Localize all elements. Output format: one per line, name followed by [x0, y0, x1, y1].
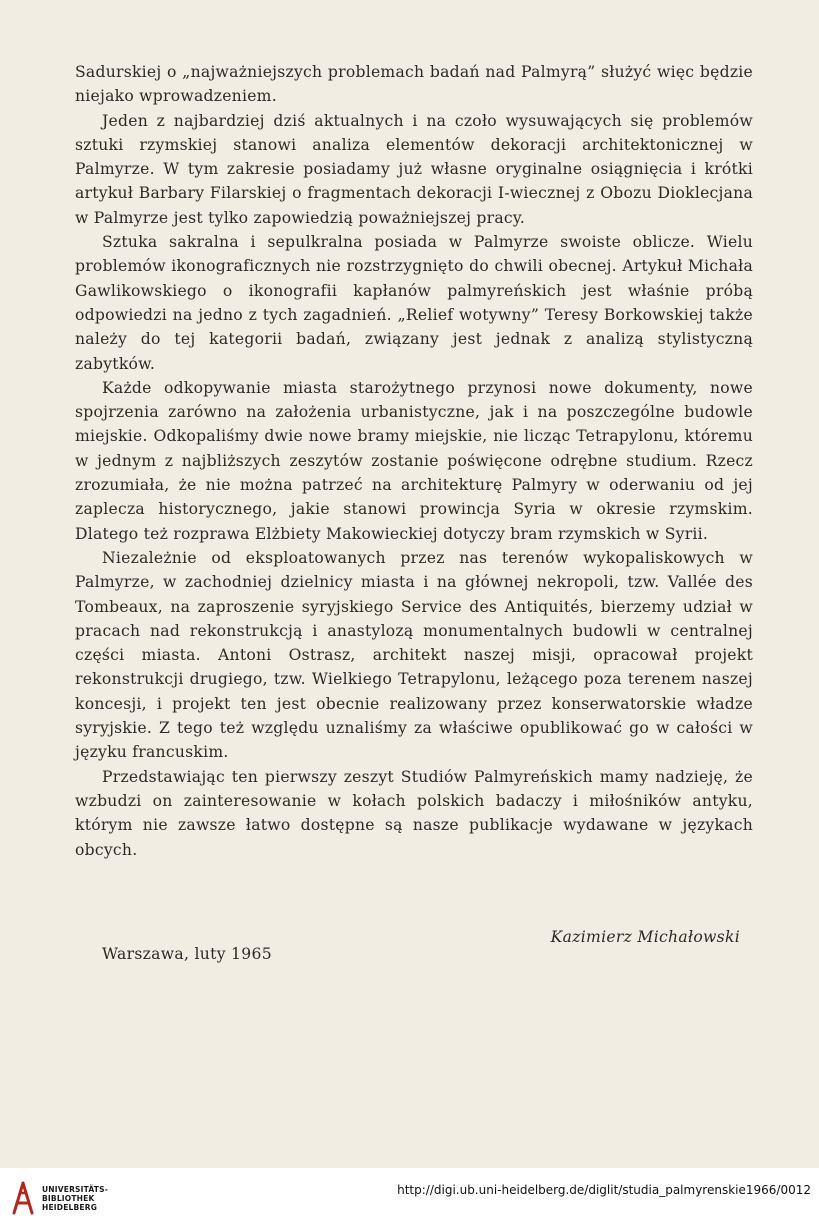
paragraph-4: Każde odkopywanie miasta starożytnego przynosi nowe dokumenty, nowe spojrzenia zarówno na założenia urbanistyczne, jak i na poszczególne budowle miejskie. Odkopaliśmy dwie nowe bramy miejskie, nie licząc Tetrapylonu, któremu w jednym z najbliższych zeszytów zostanie poświęcone odrębne studium. Rzecz zrozumiała, że nie można patrzeć na architekturę Palmyry w oderwaniu od jej zaplecza historycznego, jakie stanowi prowincja Syria w okresie rzymskim. Dlatego też rozprawa Elżbiety Makowieckiej dotyczy bram rzymskich w Syrii. — [75, 378, 753, 543]
logo-line-2: BIBLIOTHEK — [42, 1193, 95, 1203]
paragraph-6: Przedstawiając ten pierwszy zeszyt Studiów Palmyreńskich mamy nadzieję, że wzbudzi on zainteresowanie w kołach polskich badaczy i miłośników antyku, którym nie zawsze łatwo dostępne są nasze publikacje wydawane w językach obcych. — [75, 767, 753, 859]
place-and-date: Warszawa, luty 1965 — [102, 945, 272, 963]
library-logo[interactable] — [10, 1178, 140, 1218]
paragraph-2: Jeden z najbardziej dziś aktualnych i na czoło wysuwających się problemów sztuki rzymskiej stanowi analiza elementów dekoracji architektonicznej w Palmyrze. W tym zakresie posiadamy już własne oryginalne osiągnięcia i krótki artykuł Barbary Filarskiej o fragmentach dekoracji I-wiecznej z Obozu Dioklecjana w Palmyrze jest tylko zapowiedzią poważniejszej pracy. — [75, 111, 753, 227]
heidelberg-library-logo-icon — [10, 1181, 36, 1215]
permalink-url[interactable]: http://digi.ub.uni-heidelberg.de/diglit/studia_palmyrenskie1966/0012 — [397, 1183, 811, 1197]
logo-line-1: UNIVERSITÄTS- — [42, 1184, 109, 1194]
paragraph-3: Sztuka sakralna i sepulkralna posiada w Palmyrze swoiste oblicze. Wielu problemów ikonograficznych nie rozstrzygnięto do chwili obecnej. Artykuł Michała Gawlikowskiego o ikonografii kapłanów palmyreńskich jest właśnie próbą odpowiedzi na jedno z tych zagadnień. „Relief wotywny” Teresy Borkowskiej także należy do tej kategorii badań, związany jest jednak z analizą stylistyczną zabytków. — [75, 233, 753, 373]
viewer-footer — [0, 1168, 819, 1225]
logo-line-3: HEIDELBERG — [42, 1202, 98, 1212]
logo-text — [42, 1185, 108, 1212]
paragraph-5: Niezależnie od eksploatowanych przez nas terenów wykopaliskowych w Palmyrze, w zachodniej dzielnicy miasta i na głównej nekropoli, tzw. Vallée des Tombeaux, na zaproszenie syryjskiego Service des Antiquités, bierzemy udział w pracach nad rekonstrukcją i anastylozą monumentalnych budowli w centralnej części miasta. Antoni Ostrasz, architekt naszej misji, opracował projekt rekonstrukcji drugiego, tzw. Wielkiego Tetrapylonu, leżącego poza terenem naszej koncesji, i projekt ten jest obecnie realizowany przez konserwatorskie władze syryjskie. Z tego też względu uznaliśmy za właściwe opublikować go w całości w języku francuskim. — [75, 548, 753, 762]
author-signature: Kazimierz Michałowski — [550, 928, 740, 946]
paragraph-1: Sadurskiej o „najważniejszych problemach badań nad Palmyrą” służyć więc będzie niejako wprowadzeniem. — [75, 63, 753, 106]
body-text — [75, 60, 753, 862]
